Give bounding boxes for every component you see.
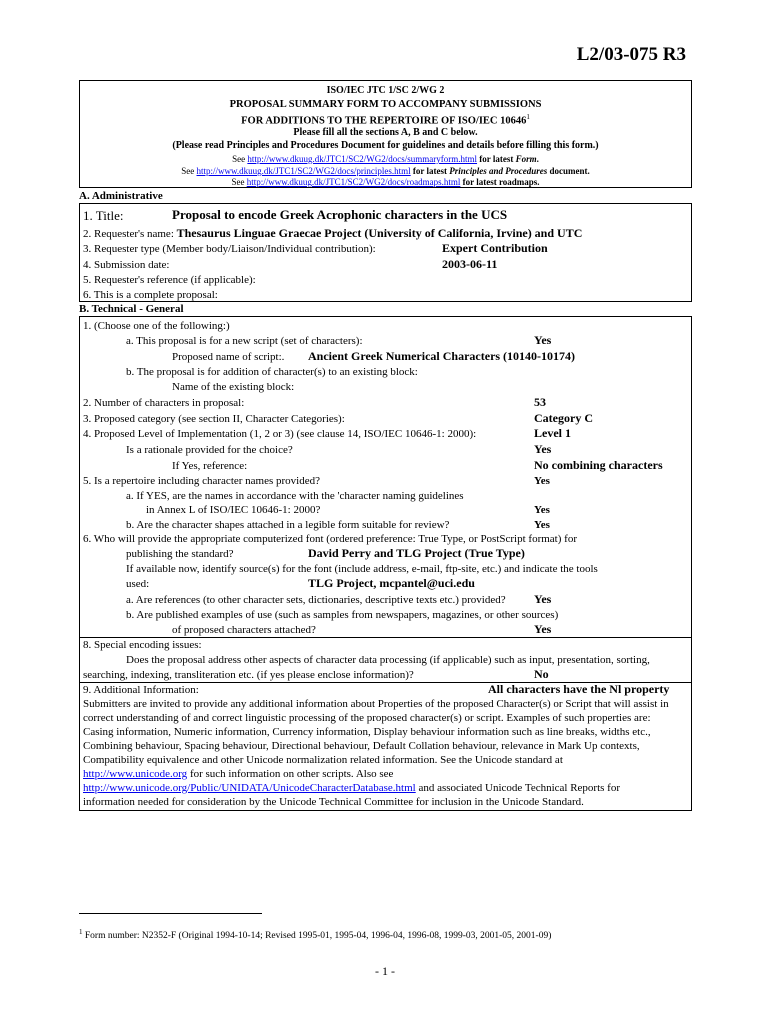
- header-see-form: See http://www.dkuug.dk/JTC1/SC2/WG2/docs/summaryform.html for latest Form.: [232, 154, 539, 164]
- q6-label-cont: publishing the standard?: [126, 548, 234, 560]
- header-committee: ISO/IEC JTC 1/SC 2/WG 2: [326, 85, 445, 96]
- q8-label: 8. Special encoding issues:: [83, 639, 202, 651]
- q1a-value: Yes: [534, 333, 552, 347]
- q9-value: All characters have the Nl property: [488, 682, 670, 696]
- q2-label: 2. Number of characters in proposal:: [83, 397, 245, 409]
- q5a-label-cont: in Annex L of ISO/IEC 10646-1: 2000?: [146, 504, 321, 516]
- q4a-label: Is a rationale provided for the choice?: [126, 444, 293, 456]
- section-a-heading: A. Administrative: [79, 190, 163, 202]
- footnote-rule: [79, 913, 262, 914]
- q5-value: Yes: [534, 475, 550, 487]
- section-a-box: [79, 203, 692, 302]
- title-value: Proposal to encode Greek Acrophonic characters in the UCS: [172, 207, 508, 222]
- requester-name-row: 2. Requester's name: Thesaurus Linguae Graecae Project (University of California, Irvine) and UTC: [83, 226, 583, 240]
- q3-value: Category C: [534, 411, 593, 425]
- submission-date-value: 2003-06-11: [442, 257, 498, 271]
- q6a-label: a. Are references (to other character sets, dictionaries, descriptive texts etc.) provided?: [126, 594, 506, 606]
- q4a-value: Yes: [534, 442, 552, 456]
- q6-font-source-label: If available now, identify source(s) for the font (include address, e-mail, ftp-site, etc.) and indicate the tools: [126, 563, 598, 575]
- q1b-label: b. The proposal is for addition of character(s) to an existing block:: [126, 366, 418, 378]
- title-label: 1. Title:: [83, 208, 124, 223]
- header-form-subtitle: FOR ADDITIONS TO THE REPERTOIRE OF ISO/IEC 10646$^1$: [241, 113, 530, 127]
- summaryform-link[interactable]: http://www.dkuug.dk/JTC1/SC2/WG2/docs/summaryform.html: [247, 154, 478, 164]
- additional-info-p5: Compatibility equivalence and other Unicode normalization related information. See the Unicode standard at: [83, 754, 563, 766]
- header-form-title: PROPOSAL SUMMARY FORM TO ACCOMPANY SUBMISSIONS: [229, 99, 542, 110]
- q1a-script-name-label: Proposed name of script:.: [172, 351, 285, 363]
- q6b-label-cont: of proposed characters attached?: [172, 624, 316, 636]
- q6-tools-value: TLG Project, mcpantel@uci.edu: [308, 576, 475, 590]
- q4b-value: No combining characters: [534, 458, 663, 472]
- q5a-value: Yes: [534, 504, 550, 516]
- requester-reference-label: 5. Requester's reference (if applicable):: [83, 274, 256, 286]
- q2-value: 53: [534, 395, 546, 409]
- ucd-link[interactable]: http://www.unicode.org/Public/UNIDATA/UnicodeCharacterDatabase.html: [83, 782, 416, 794]
- q6b-label: b. Are published examples of use (such as samples from newspapers, magazines, or other sources): [126, 609, 559, 621]
- q6a-value: Yes: [534, 592, 552, 606]
- footnote: $^1$ Form number: N2352-F (Original 1994-10-14; Revised 1995-01, 1995-04, 1996-04, 1996-08, 1999-03, 2001-05, 2001-09): [79, 928, 552, 942]
- q5b-value: Yes: [534, 519, 550, 531]
- header-see-roadmaps: See http://www.dkuug.dk/JTC1/SC2/WG2/docs/roadmaps.html for latest roadmaps.: [231, 177, 540, 187]
- form-header-box: [79, 80, 692, 188]
- header-read-principles: (Please read Principles and Procedures Document for guidelines and details before filling this form.): [172, 140, 599, 151]
- q4-value: Level 1: [534, 426, 571, 440]
- q5-label: 5. Is a repertoire including character names provided?: [83, 475, 321, 487]
- roadmaps-link[interactable]: http://www.dkuug.dk/JTC1/SC2/WG2/docs/roadmaps.html: [246, 177, 461, 187]
- q6-value: David Perry and TLG Project (True Type): [308, 546, 525, 560]
- q1b-block-name-label: Name of the existing block:: [172, 381, 295, 393]
- principles-link[interactable]: http://www.dkuug.dk/JTC1/SC2/WG2/docs/principles.html: [196, 166, 411, 176]
- q5b-label: b. Are the character shapes attached in a legible form suitable for review?: [126, 519, 450, 531]
- requester-type-label: 3. Requester type (Member body/Liaison/Individual contribution):: [83, 243, 376, 255]
- q4-label: 4. Proposed Level of Implementation (1, 2 or 3) (see clause 14, ISO/IEC 10646-1: 2000):: [83, 428, 477, 440]
- q1a-script-name-value: Ancient Greek Numerical Characters (10140-10174): [308, 349, 576, 363]
- additional-info-p3: Casing information, Numeric information, Currency information, Display behaviour information such as line breaks, widths etc.,: [83, 726, 651, 738]
- submission-date-label: 4. Submission date:: [83, 259, 170, 271]
- additional-info-p4: Combining behaviour, Spacing behaviour, Directional behaviour, Default Collation behaviour, relevance in Mark Up contexts,: [83, 740, 640, 752]
- q8-question-cont: searching, indexing, transliteration etc. (if yes please enclose information)?: [83, 669, 414, 681]
- q6-tools-label: used:: [126, 578, 150, 590]
- requester-type-value: Expert Contribution: [442, 241, 548, 255]
- additional-info-p2: correct understanding of and correct linguistic processing of the proposed character(s) or script. Examples of such properties are:: [83, 712, 651, 724]
- additional-info-p8: information needed for consideration by the Unicode Technical Committee for inclusion in the Unicode Standard.: [83, 796, 584, 808]
- header-instruction: Please fill all the sections A, B and C below.: [293, 127, 478, 138]
- q4b-label: If Yes, reference:: [172, 460, 248, 472]
- q1-label: 1. (Choose one of the following:): [83, 320, 230, 332]
- section-b-box: [79, 316, 692, 811]
- q8-question: Does the proposal address other aspects of character data processing (if applicable) such as input, presentation, sorting,: [126, 654, 650, 666]
- complete-proposal-label: 6. This is a complete proposal:: [83, 289, 218, 301]
- additional-info-p7: http://www.unicode.org/Public/UNIDATA/UnicodeCharacterDatabase.html and associated Unicode Technical Reports for: [83, 782, 621, 794]
- q5a-label: a. If YES, are the names in accordance with the 'character naming guidelines: [126, 490, 464, 502]
- q8-value: No: [534, 667, 549, 681]
- q1a-label: a. This proposal is for a new script (set of characters):: [126, 335, 363, 347]
- q9-label: 9. Additional Information:: [83, 684, 199, 696]
- header-see-principles: See http://www.dkuug.dk/JTC1/SC2/WG2/docs/principles.html for latest Principles and Procedures document.: [181, 166, 590, 176]
- q6-label: 6. Who will provide the appropriate computerized font (ordered preference: True Type, or PostScript format) for: [83, 533, 577, 545]
- unicode-link[interactable]: http://www.unicode.org: [83, 768, 188, 780]
- page-number: - 1 -: [375, 964, 395, 978]
- additional-info-p6: http://www.unicode.org for such information on other scripts. Also see: [83, 768, 394, 780]
- q6b-value: Yes: [534, 622, 552, 636]
- section-b-heading: B. Technical - General: [79, 303, 184, 315]
- additional-info-p1: Submitters are invited to provide any additional information about Properties of the proposed Character(s) or Script that will assist in: [83, 698, 669, 710]
- document-number: L2/03-075 R3: [576, 44, 686, 65]
- q8-divider: [80, 637, 691, 638]
- q3-label: 3. Proposed category (see section II, Character Categories):: [83, 413, 345, 425]
